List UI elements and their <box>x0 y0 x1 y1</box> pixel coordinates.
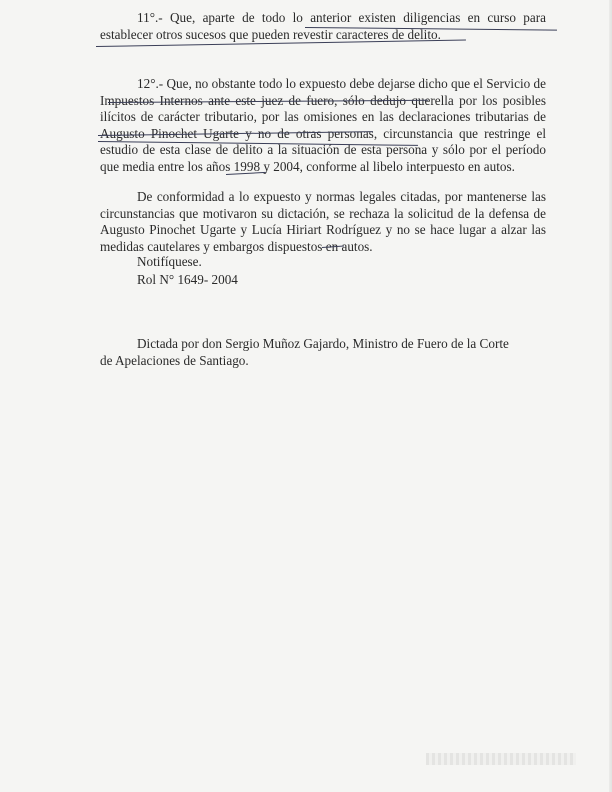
paragraph-12: 12°.- Que, no obstante todo lo expuesto debe dejarse dicho que el Servicio de Impuestos Internos ante este juez de fuero, sólo dedujo querella por los posibles ilícitos de carácter tributario, por las omisiones en las declaraciones tributarias de Augusto Pinochet Ugarte y no de otras personas, circunstancia que restringe el estudio de esta clase de delito a la situación de esta persona y sólo por el período que media entre los años 1998 y 2004, conforme al libelo interpuesto en autos. <box>100 76 546 174</box>
signature-line-2: de Apelaciones de Santiago. <box>100 353 249 368</box>
paragraph-11: 11°.- Que, aparte de todo lo anterior existen diligencias en curso para establecer otros sucesos que pueden revestir caracteres de delito. <box>100 10 546 42</box>
notifiquese-text: Notifíquese. <box>137 254 202 269</box>
paragraph-conformidad: De conformidad a lo expuesto y normas legales citadas, por mantenerse las circunstancias que motivaron su dictación, se rechaza la solicitud de la defensa de Augusto Pinochet Ugarte y Lucía Hiriart Rodríguez y no se hace lugar a alzar las medidas cautelares y embargos dispuestos en autos. <box>100 189 546 254</box>
signature-line-1: Dictada por don Sergio Muñoz Gajardo, Ministro de Fuero de la Corte <box>137 336 509 351</box>
rol-number: Rol N° 1649- 2004 <box>137 272 238 287</box>
scan-bleed-through <box>426 753 576 765</box>
